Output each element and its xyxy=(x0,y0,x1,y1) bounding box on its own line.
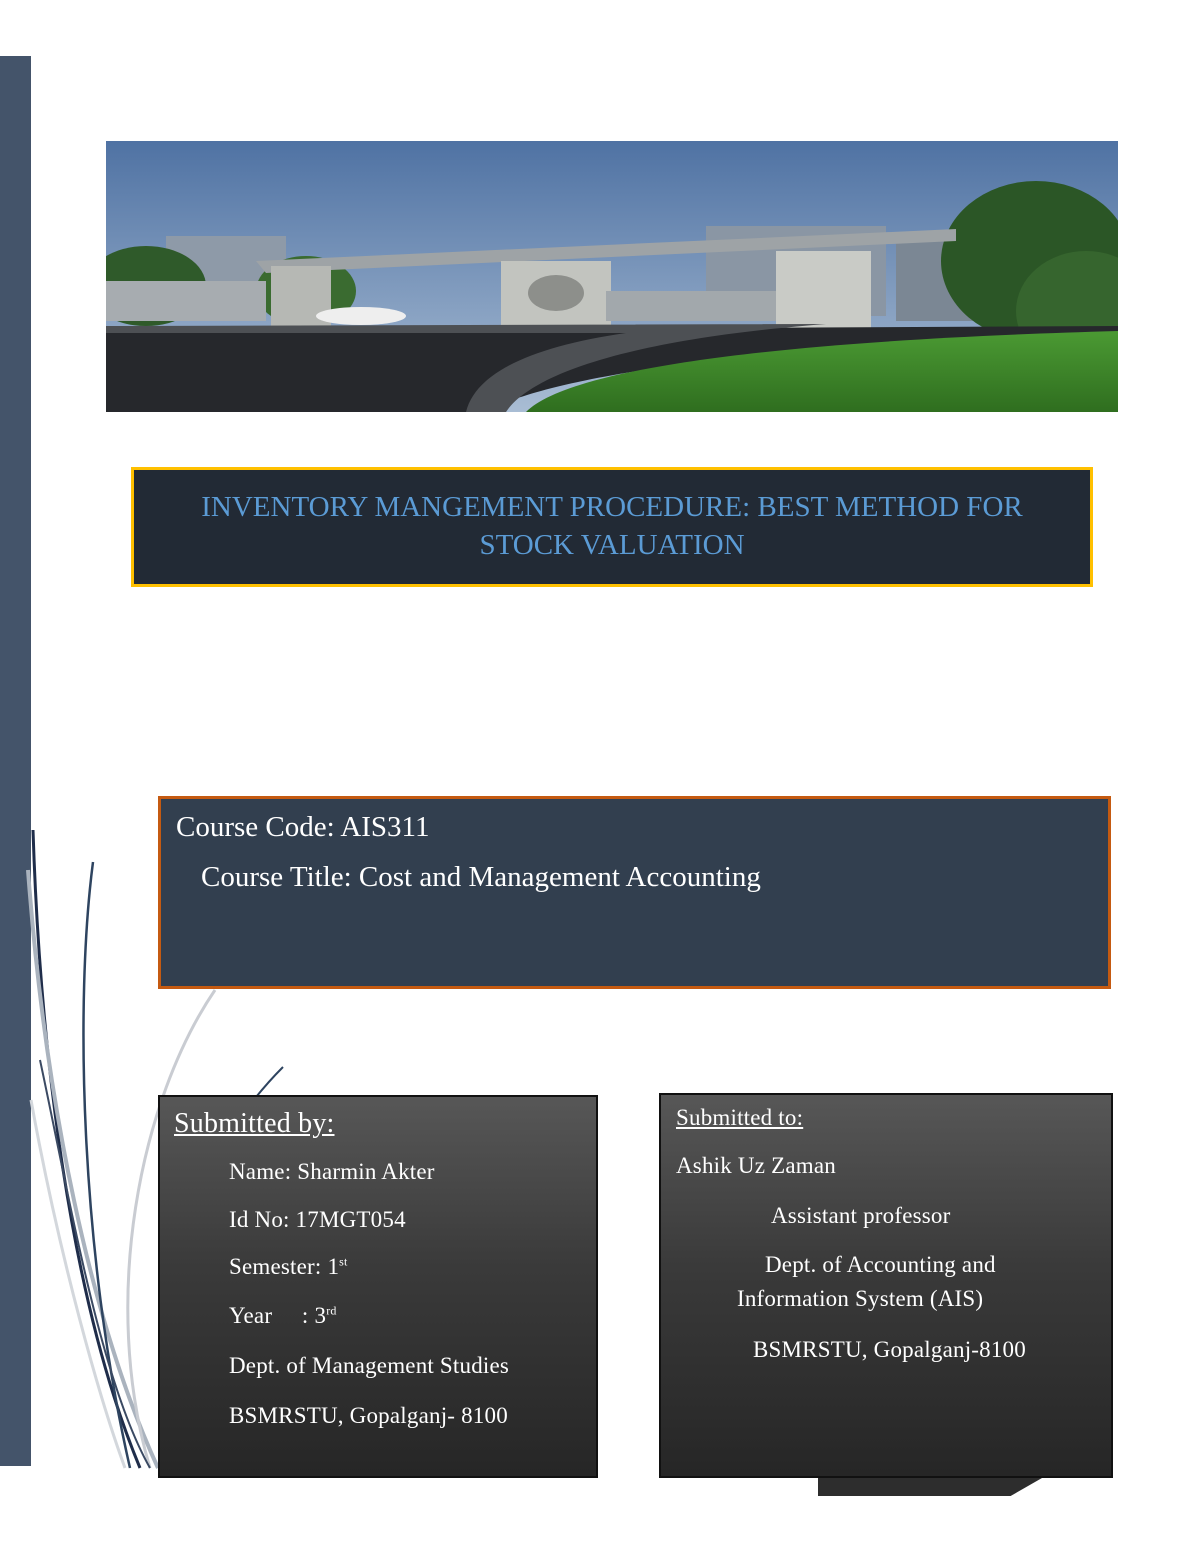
semester-text: Semester: 1 xyxy=(229,1254,340,1279)
teacher-name: Ashik Uz Zaman xyxy=(676,1153,836,1178)
teacher-dept-line-2: Information System (AIS) xyxy=(737,1286,984,1311)
report-title-box xyxy=(131,467,1093,587)
student-name: Name: Sharmin Akter xyxy=(229,1159,435,1184)
semester-suffix: st xyxy=(339,1254,348,1269)
submitted-by-heading: Submitted by: xyxy=(174,1108,335,1139)
teacher-designation: Assistant professor xyxy=(771,1203,951,1228)
teacher-dept-line-1: Dept. of Accounting and xyxy=(765,1252,996,1277)
course-title: Course Title: Cost and Management Accounting xyxy=(201,861,761,893)
campus-gate-photo xyxy=(106,141,1118,412)
course-code: Course Code: AIS311 xyxy=(176,811,430,843)
course-info-box xyxy=(158,796,1111,989)
student-id: Id No: 17MGT054 xyxy=(229,1207,406,1232)
year-text: Year : 3 xyxy=(229,1303,327,1328)
submitted-to-heading: Submitted to: xyxy=(676,1105,804,1130)
submitted-to-tab-shape xyxy=(818,1478,1042,1496)
student-year xyxy=(229,1303,337,1329)
submitted-by-box xyxy=(158,1095,598,1478)
teacher-university: BSMRSTU, Gopalganj-8100 xyxy=(753,1337,1026,1362)
side-accent-bar xyxy=(0,56,31,1466)
report-title-line-2: STOCK VALUATION xyxy=(479,529,745,561)
student-semester xyxy=(229,1254,348,1280)
submitted-to-box xyxy=(659,1093,1113,1478)
year-suffix: rd xyxy=(326,1303,337,1318)
student-department: Dept. of Management Studies xyxy=(229,1353,510,1378)
student-university: BSMRSTU, Gopalganj- 8100 xyxy=(229,1403,508,1428)
report-title-line-1: INVENTORY MANGEMENT PROCEDURE: BEST METHOD FOR xyxy=(201,491,1023,523)
